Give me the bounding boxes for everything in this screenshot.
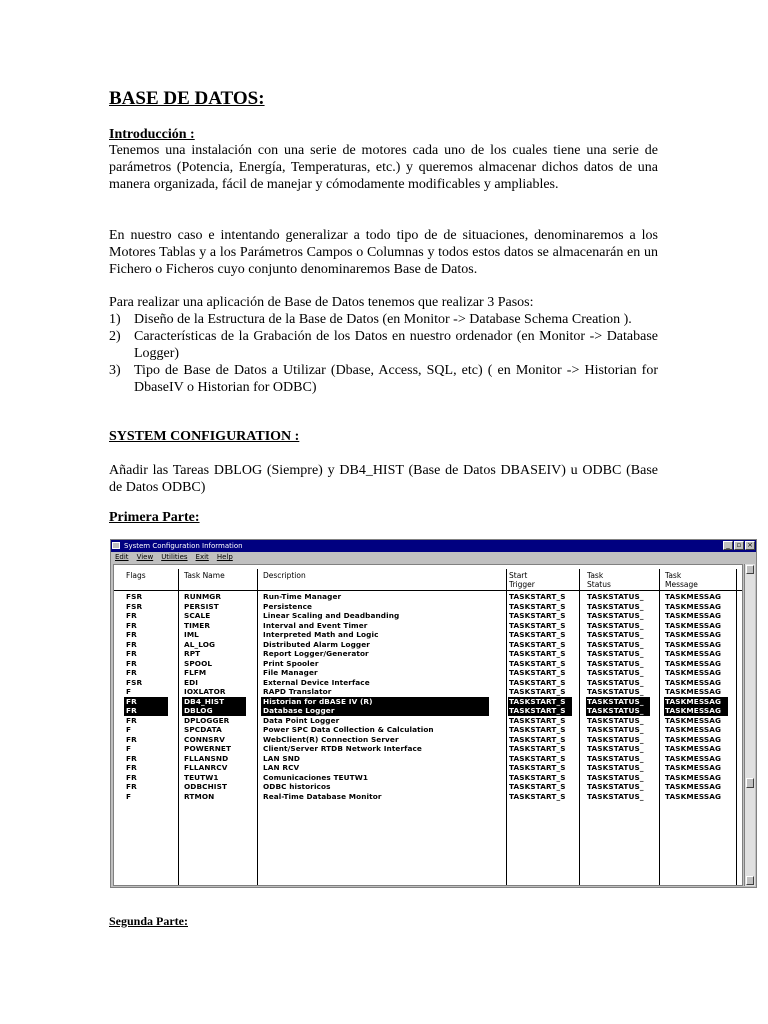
cell-flags[interactable]: FR	[126, 696, 137, 706]
cell-flags[interactable]: FR	[126, 620, 137, 630]
cell-task-name[interactable]: TIMER	[184, 620, 211, 630]
cell-start-trigger[interactable]: TASKSTART_S	[509, 649, 566, 658]
cell-task-message[interactable]: TASKMESSAG	[665, 639, 722, 649]
scroll-down-button[interactable]	[746, 876, 754, 885]
window-titlebar[interactable]	[111, 540, 756, 552]
cell-task-name[interactable]: RUNMGR	[184, 592, 222, 601]
cell-description[interactable]: Persistence	[263, 601, 313, 611]
step-item	[109, 311, 658, 328]
cell-task-status[interactable]: TASKSTATUS_	[587, 715, 644, 725]
cell-task-name[interactable]: CONNSRV	[184, 734, 225, 744]
cell-task-message[interactable]: TASKMESSAG	[665, 706, 722, 715]
step-number: 3)	[109, 363, 121, 378]
cell-description[interactable]: Power SPC Data Collection & Calculation	[263, 725, 434, 734]
cell-flags[interactable]: F	[126, 687, 132, 696]
cell-task-name[interactable]: RTMON	[184, 791, 215, 801]
cell-flags[interactable]: F	[126, 744, 132, 753]
cell-task-message[interactable]: TASKMESSAG	[665, 592, 722, 601]
cell-flags[interactable]: FSR	[126, 677, 143, 687]
cell-task-name[interactable]: AL_LOG	[184, 639, 216, 649]
step-number: 1)	[109, 312, 121, 327]
cell-flags[interactable]: FR	[126, 639, 137, 649]
close-button[interactable]: ×	[745, 541, 755, 550]
cell-start-trigger[interactable]: TASKSTART_S	[509, 668, 566, 677]
cell-task-status[interactable]: TASKSTATUS_	[587, 791, 644, 801]
step-item	[109, 362, 658, 396]
cell-task-message[interactable]: TASKMESSAG	[665, 601, 722, 611]
cell-flags[interactable]: FR	[126, 649, 137, 658]
cell-task-message[interactable]: TASKMESSAG	[665, 791, 722, 801]
header-description[interactable]: Description	[263, 571, 306, 580]
cell-task-name[interactable]: DPLOGGER	[184, 715, 230, 725]
column-divider	[178, 569, 179, 885]
cell-flags[interactable]: FR	[126, 734, 137, 744]
cell-flags[interactable]: FR	[126, 715, 137, 725]
cell-task-status[interactable]: TASKSTATUS_	[587, 753, 644, 763]
cell-task-name[interactable]: RPT	[184, 649, 201, 658]
menu-edit[interactable]: Edit	[115, 553, 129, 561]
cell-start-trigger[interactable]: TASKSTART_S	[509, 620, 566, 630]
cell-task-name[interactable]: EDI	[184, 677, 199, 687]
cell-task-status[interactable]: TASKSTATUS_	[587, 639, 644, 649]
cell-task-name[interactable]: DBLOG	[184, 706, 213, 715]
step-item	[109, 328, 658, 362]
header-start-trigger[interactable]: Start Trigger	[509, 571, 535, 589]
column-divider	[257, 569, 258, 885]
cell-start-trigger[interactable]: TASKSTART_S	[509, 696, 566, 706]
cell-description[interactable]: External Device Interface	[263, 677, 370, 687]
cell-start-trigger[interactable]: TASKSTART_S	[509, 687, 566, 696]
cell-description[interactable]: Print Spooler	[263, 658, 319, 668]
menu-help[interactable]: Help	[216, 553, 233, 561]
scroll-thumb[interactable]	[746, 778, 754, 788]
cell-description[interactable]: Report Logger/Generator	[263, 649, 369, 658]
cell-start-trigger[interactable]: TASKSTART_S	[509, 592, 566, 601]
cell-task-message[interactable]: TASKMESSAG	[665, 734, 722, 744]
intro-heading: Introducción :	[109, 127, 195, 142]
cell-task-status[interactable]: TASKSTATUS_	[587, 630, 644, 639]
cell-start-trigger[interactable]: TASKSTART_S	[509, 601, 566, 611]
cell-task-status[interactable]: TASKSTATUS_	[587, 592, 644, 601]
cell-description[interactable]: RAPD Translator	[263, 687, 332, 696]
cell-task-status[interactable]: TASKSTATUS_	[587, 763, 644, 772]
cell-start-trigger[interactable]: TASKSTART_S	[509, 611, 566, 620]
intro-paragraph-2: En nuestro caso e intentando generalizar a todo tipo de de situaciones, denominaremos a los Motores Tablas y a los Parámetros Campos o Columnas y todos estos datos se almacenarán en un Fichero o Ficheros cuyo conjunto denominaremos Base de Datos.	[109, 228, 658, 277]
cell-task-name[interactable]: ODBCHIST	[184, 782, 228, 791]
cell-task-message[interactable]: TASKMESSAG	[665, 744, 722, 753]
task-table	[113, 564, 743, 886]
step-text: Características de la Grabación de los Datos en nuestro ordenador (en Monitor -> Database Logger)	[134, 329, 658, 361]
cell-task-name[interactable]: DB4_HIST	[184, 696, 225, 706]
cell-task-name[interactable]: POWERNET	[184, 744, 232, 753]
cell-flags[interactable]: FR	[126, 782, 137, 791]
cell-task-message[interactable]: TASKMESSAG	[665, 715, 722, 725]
column-divider	[736, 569, 737, 885]
cell-start-trigger[interactable]: TASKSTART_S	[509, 715, 566, 725]
cell-task-name[interactable]: TEUTW1	[184, 772, 219, 782]
cell-task-message[interactable]: TASKMESSAG	[665, 763, 722, 772]
header-task-name[interactable]: Task Name	[184, 571, 225, 580]
cell-task-name[interactable]: FLLANSND	[184, 753, 229, 763]
cell-description[interactable]: Run-Time Manager	[263, 592, 342, 601]
cell-description[interactable]: Historian for dBASE IV (R)	[263, 696, 373, 706]
minimize-button[interactable]: _	[723, 541, 733, 550]
menu-view[interactable]: View	[136, 553, 154, 561]
menu-exit[interactable]: Exit	[195, 553, 209, 561]
cell-description[interactable]: ODBC historicos	[263, 782, 331, 791]
cell-task-status[interactable]: TASKSTATUS_	[587, 658, 644, 668]
window-controls	[723, 541, 755, 550]
column-divider	[579, 569, 580, 885]
cell-start-trigger[interactable]: TASKSTART_S	[509, 630, 566, 639]
cell-description[interactable]: Interpreted Math and Logic	[263, 630, 379, 639]
cell-task-status[interactable]: TASKSTATUS_	[587, 772, 644, 782]
cell-task-name[interactable]: IML	[184, 630, 199, 639]
sysconf-paragraph: Añadir las Tareas DBLOG (Siempre) y DB4_HIST (Base de Datos DBASEIV) u ODBC (Base de Datos ODBC)	[109, 463, 658, 495]
cell-flags[interactable]: FSR	[126, 601, 143, 611]
cell-task-message[interactable]: TASKMESSAG	[665, 677, 722, 687]
system-config-window	[110, 539, 757, 888]
cell-task-message[interactable]: TASKMESSAG	[665, 696, 722, 706]
cell-flags[interactable]: FR	[126, 658, 137, 668]
cell-start-trigger[interactable]: TASKSTART_S	[509, 772, 566, 782]
vertical-scrollbar[interactable]	[744, 564, 755, 886]
cell-start-trigger[interactable]: TASKSTART_S	[509, 658, 566, 668]
intro-paragraph-1: Tenemos una instalación con una serie de motores cada uno de los cuales tiene una serie de parámetros (Potencia, Energía, Temperaturas, etc.) y queremos almacenar dichos datos de una manera organizada, fácil de manejar y cómodamente modificables y ampliables.	[109, 143, 658, 192]
system-menu-icon[interactable]	[112, 542, 120, 549]
cell-start-trigger[interactable]: TASKSTART_S	[509, 639, 566, 649]
cell-start-trigger[interactable]: TASKSTART_S	[509, 677, 566, 687]
cell-task-status[interactable]: TASKSTATUS_	[587, 611, 644, 620]
cell-start-trigger[interactable]: TASKSTART_S	[509, 791, 566, 801]
scroll-up-button[interactable]	[746, 565, 754, 574]
cell-task-name[interactable]: SPCDATA	[184, 725, 222, 734]
cell-task-name[interactable]: IOXLATOR	[184, 687, 226, 696]
cell-start-trigger[interactable]: TASKSTART_S	[509, 734, 566, 744]
cell-task-message[interactable]: TASKMESSAG	[665, 668, 722, 677]
header-flags[interactable]: Flags	[126, 571, 146, 580]
cell-task-name[interactable]: FLFM	[184, 668, 207, 677]
cell-flags[interactable]: FR	[126, 753, 137, 763]
header-divider	[114, 590, 742, 591]
sysconf-heading: SYSTEM CONFIGURATION :	[109, 429, 300, 444]
cell-task-status[interactable]: TASKSTATUS_	[587, 744, 644, 753]
cell-task-status[interactable]: TASKSTATUS_	[587, 687, 644, 696]
cell-task-status[interactable]: TASKSTATUS_	[587, 620, 644, 630]
column-divider	[506, 569, 507, 885]
cell-task-name[interactable]: FLLANRCV	[184, 763, 228, 772]
cell-description[interactable]: Interval and Event Timer	[263, 620, 368, 630]
cell-task-message[interactable]: TASKMESSAG	[665, 649, 722, 658]
cell-task-message[interactable]: TASKMESSAG	[665, 620, 722, 630]
cell-start-trigger[interactable]: TASKSTART_S	[509, 725, 566, 734]
cell-task-status[interactable]: TASKSTATUS_	[587, 696, 644, 706]
steps-list	[109, 311, 658, 396]
cell-task-status[interactable]: TASKSTATUS_	[587, 649, 644, 658]
cell-task-message[interactable]: TASKMESSAG	[665, 630, 722, 639]
step-text: Diseño de la Estructura de la Base de Datos (en Monitor -> Database Schema Creation ).	[134, 312, 632, 327]
cell-flags[interactable]: F	[126, 725, 132, 734]
cell-description[interactable]: File Manager	[263, 668, 318, 677]
header-task-status[interactable]: Task Status	[587, 571, 611, 589]
menu-bar	[111, 552, 756, 563]
cell-task-name[interactable]: SPOOL	[184, 658, 213, 668]
window-title: System Configuration Information	[124, 542, 243, 550]
column-divider	[659, 569, 660, 885]
cell-start-trigger[interactable]: TASKSTART_S	[509, 706, 566, 715]
part1-heading: Primera Parte:	[109, 510, 200, 525]
cell-task-status[interactable]: TASKSTATUS_	[587, 668, 644, 677]
cell-task-message[interactable]: TASKMESSAG	[665, 782, 722, 791]
cell-flags[interactable]: FR	[126, 772, 137, 782]
cell-task-name[interactable]: PERSIST	[184, 601, 219, 611]
cell-task-message[interactable]: TASKMESSAG	[665, 611, 722, 620]
cell-task-message[interactable]: TASKMESSAG	[665, 753, 722, 763]
cell-start-trigger[interactable]: TASKSTART_S	[509, 753, 566, 763]
cell-task-status[interactable]: TASKSTATUS_	[587, 734, 644, 744]
intro-paragraph-3: Para realizar una aplicación de Base de Datos tenemos que realizar 3 Pasos:	[109, 295, 534, 310]
cell-description[interactable]: LAN SND	[263, 753, 301, 763]
cell-task-status[interactable]: TASKSTATUS_	[587, 677, 644, 687]
cell-task-message[interactable]: TASKMESSAG	[665, 725, 722, 734]
cell-start-trigger[interactable]: TASKSTART_S	[509, 782, 566, 791]
cell-task-status[interactable]: TASKSTATUS_	[587, 706, 644, 715]
cell-start-trigger[interactable]: TASKSTART_S	[509, 744, 566, 753]
cell-flags[interactable]: FR	[126, 668, 137, 677]
cell-start-trigger[interactable]: TASKSTART_S	[509, 763, 566, 772]
cell-description[interactable]: Real-Time Database Monitor	[263, 791, 382, 801]
cell-task-message[interactable]: TASKMESSAG	[665, 658, 722, 668]
part2-heading: Segunda Parte:	[109, 914, 188, 928]
cell-description[interactable]: Database Logger	[263, 706, 335, 715]
cell-flags[interactable]: FSR	[126, 592, 143, 601]
cell-description[interactable]: Data Point Logger	[263, 715, 340, 725]
cell-task-status[interactable]: TASKSTATUS_	[587, 725, 644, 734]
cell-description[interactable]: Linear Scaling and Deadbanding	[263, 611, 400, 620]
cell-task-message[interactable]: TASKMESSAG	[665, 772, 722, 782]
cell-description[interactable]: Comunicaciones TEUTW1	[263, 772, 369, 782]
cell-task-name[interactable]: SCALE	[184, 611, 211, 620]
cell-flags[interactable]: F	[126, 791, 132, 801]
header-task-message[interactable]: Task Message	[665, 571, 698, 589]
cell-description[interactable]: LAN RCV	[263, 763, 300, 772]
cell-task-status[interactable]: TASKSTATUS_	[587, 782, 644, 791]
cell-flags[interactable]: FR	[126, 763, 137, 772]
step-text: Tipo de Base de Datos a Utilizar (Dbase, Access, SQL, etc) ( en Monitor -> Historian for DbaseIV o Historian for ODBC)	[134, 363, 658, 395]
cell-flags[interactable]: FR	[126, 706, 137, 715]
cell-description[interactable]: Distributed Alarm Logger	[263, 639, 370, 649]
maximize-button[interactable]: ▫	[734, 541, 744, 550]
step-number: 2)	[109, 329, 121, 344]
cell-flags[interactable]: FR	[126, 630, 137, 639]
cell-task-message[interactable]: TASKMESSAG	[665, 687, 722, 696]
menu-utilities[interactable]: Utilities	[161, 553, 188, 561]
document-title: BASE DE DATOS:	[109, 88, 265, 109]
cell-task-status[interactable]: TASKSTATUS_	[587, 601, 644, 611]
cell-flags[interactable]: FR	[126, 611, 137, 620]
cell-description[interactable]: Client/Server RTDB Network Interface	[263, 744, 422, 753]
cell-description[interactable]: WebClient(R) Connection Server	[263, 734, 399, 744]
